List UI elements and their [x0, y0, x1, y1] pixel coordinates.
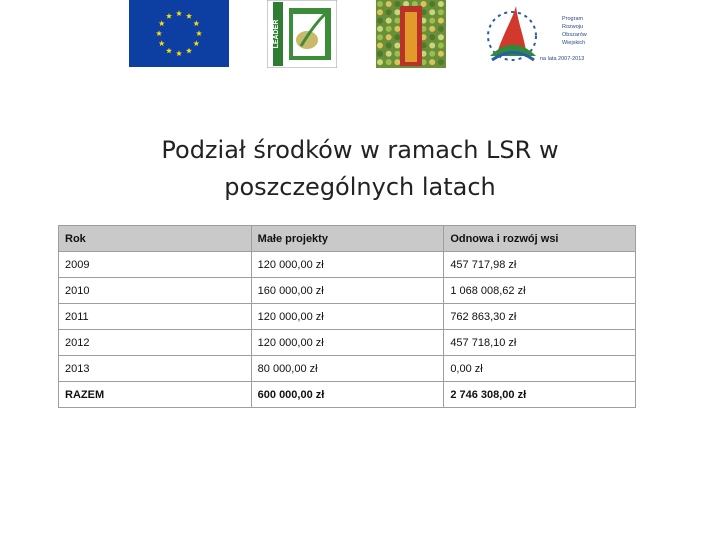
logo-bar [0, 0, 720, 70]
cell-small-projects: 160 000,00 zł [251, 278, 444, 304]
mosaic-dot [429, 9, 435, 15]
cell-village-renewal: 0,00 zł [444, 356, 636, 382]
mosaic-dot [438, 34, 444, 40]
mosaic-dot [386, 1, 392, 7]
cell-year: 2011 [59, 304, 252, 330]
mosaic-dot [394, 43, 400, 49]
leader-mosaic-logo [376, 0, 446, 68]
mosaic-dot [438, 51, 444, 57]
cell-small-projects: 120 000,00 zł [251, 304, 444, 330]
mosaic-dot [394, 18, 400, 24]
mosaic-dot [429, 1, 435, 7]
cell-small-projects: 80 000,00 zł [251, 356, 444, 382]
mosaic-dot [386, 51, 392, 57]
program-line-4: Wiejskich [562, 40, 586, 46]
header-village-renewal: Odnowa i rozwój wsi [444, 226, 636, 252]
table-row [59, 252, 636, 278]
header-year: Rok [59, 226, 252, 252]
table-header-row [59, 226, 636, 252]
funds-table [58, 225, 636, 408]
mosaic-dot [429, 26, 435, 32]
total-village-renewal: 2 746 308,00 zł [444, 382, 636, 408]
mosaic-dot [438, 18, 444, 24]
slide-title: Podział środków w ramach LSR w poszczególnych latach [161, 136, 559, 201]
cell-village-renewal: 457 717,98 zł [444, 252, 636, 278]
mosaic-dot [394, 59, 400, 65]
cell-year: 2010 [59, 278, 252, 304]
total-small-projects: 600 000,00 zł [251, 382, 444, 408]
mosaic-dot [377, 1, 383, 7]
cell-year: 2012 [59, 330, 252, 356]
mosaic-dot [394, 9, 400, 15]
mosaic-dot [377, 59, 383, 65]
mosaic-dot [438, 26, 444, 32]
table-row [59, 304, 636, 330]
mosaic-dot [377, 18, 383, 24]
leader-logo [267, 0, 337, 68]
total-label: RAZEM [59, 382, 252, 408]
mosaic-dot [386, 34, 392, 40]
mosaic-dot [386, 9, 392, 15]
mosaic-dot [386, 26, 392, 32]
leader-label: LEADER [273, 19, 280, 49]
cell-year: 2013 [59, 356, 252, 382]
cell-village-renewal: 457 718,10 zł [444, 330, 636, 356]
mosaic-dot [438, 1, 444, 7]
mosaic-dot [377, 43, 383, 49]
mosaic-dot [429, 59, 435, 65]
header-small-projects: Małe projekty [251, 226, 444, 252]
program-line-2: Rozwoju [562, 24, 584, 30]
mosaic-dot [386, 59, 392, 65]
cell-village-renewal: 762 863,30 zł [444, 304, 636, 330]
mosaic-dot [429, 43, 435, 49]
cell-small-projects: 120 000,00 zł [251, 330, 444, 356]
mosaic-dot [386, 43, 392, 49]
mosaic-dot [429, 51, 435, 57]
mosaic-dot [377, 34, 383, 40]
cell-year: 2009 [59, 252, 252, 278]
mosaic-dot [394, 1, 400, 7]
mosaic-dot [377, 26, 383, 32]
mosaic-dot [438, 9, 444, 15]
mosaic-dot [429, 34, 435, 40]
cell-small-projects: 120 000,00 zł [251, 252, 444, 278]
mosaic-dot [377, 51, 383, 57]
mosaic-dot [377, 9, 383, 15]
prow-program-logo [482, 0, 594, 68]
program-line-1: Program [562, 16, 584, 22]
mosaic-dot [394, 51, 400, 57]
program-years: na lata 2007-2013 [540, 56, 585, 62]
table-total-row [59, 382, 636, 408]
mosaic-dot [394, 34, 400, 40]
mosaic-dot [438, 43, 444, 49]
table-row [59, 330, 636, 356]
mosaic-dot [394, 26, 400, 32]
mosaic-dot [386, 18, 392, 24]
cell-village-renewal: 1 068 008,62 zł [444, 278, 636, 304]
eu-flag-logo [129, 0, 229, 67]
table-row [59, 278, 636, 304]
table-row [59, 356, 636, 382]
mosaic-dot [429, 18, 435, 24]
program-line-3: Obszarów [562, 32, 587, 38]
mosaic-dot [438, 59, 444, 65]
